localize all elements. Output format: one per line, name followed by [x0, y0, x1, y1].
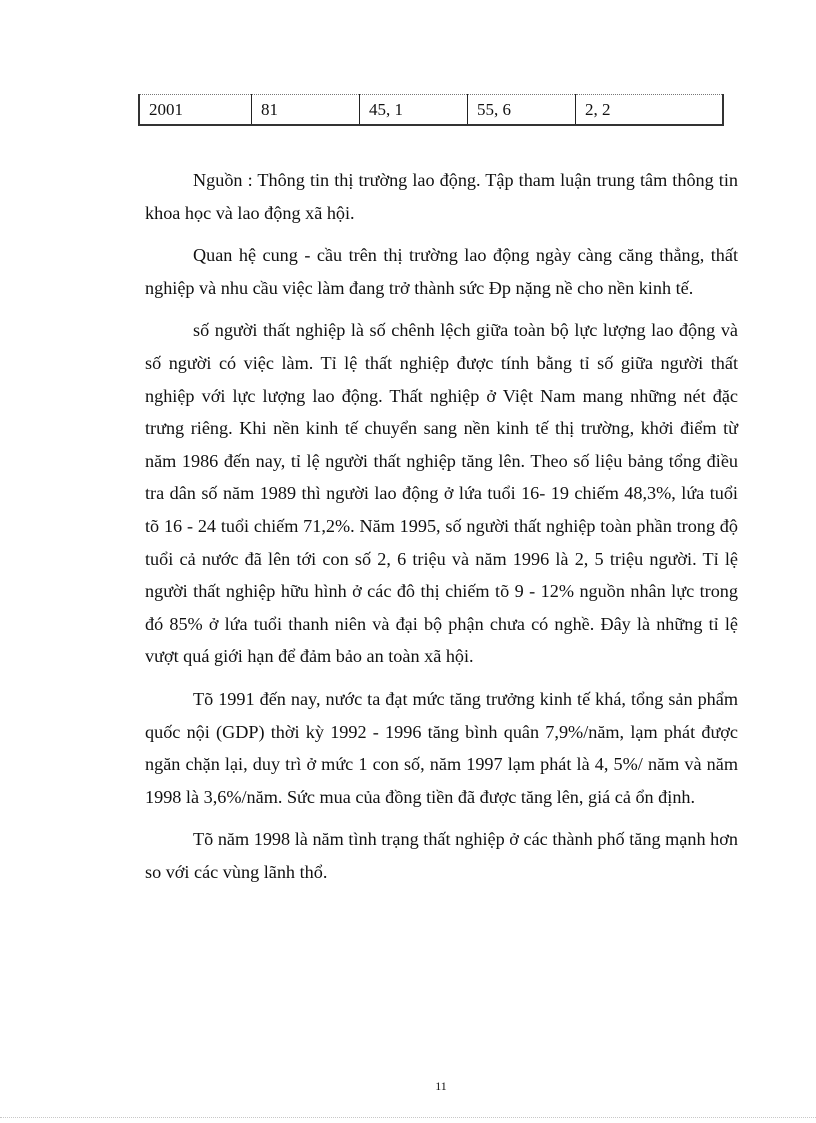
table-cell-year: 2001: [139, 95, 252, 126]
table-cell: 55, 6: [468, 95, 576, 126]
page-number: 11: [435, 1079, 447, 1093]
table-cell: 45, 1: [360, 95, 468, 126]
table-row: [139, 95, 723, 126]
source-note: Nguồn : Thông tin thị trường lao động. Tập tham luận trung tâm thông tin khoa học và lao động xã hội.: [145, 170, 738, 223]
paragraph: Tõ 1991 đến nay, nước ta đạt mức tăng trưởng kinh tế khá, tổng sản phẩm quốc nội (GDP) thời kỳ 1992 - 1996 tăng bình quân 7,9%/năm, lạm phát được ngăn chặn lại, duy trì ở mức 1 con số, năm 1997 lạm phát là 4, 5%/ năm và năm 1998 là 3,6%/năm. Sức mua của đồng tiền đã được tăng lên, giá cả ổn định.: [145, 688, 738, 807]
table-cell: 2, 2: [576, 95, 724, 126]
paragraph: số người thất nghiệp là số chênh lệch giữa toàn bộ lực lượng lao động và số người có việc làm. Tỉ lệ thất nghiệp được tính bằng tỉ số giữa người thất nghiệp với lực lượng lao động. Thất nghiệp ở Việt Nam mang những nét đặc trưng riêng. Khi nền kinh tế chuyển sang nền kinh tế thị trường, khởi điểm từ năm 1986 đến nay, tỉ lệ người thất nghiệp tăng lên. Theo số liệu bảng tổng điều tra dân số năm 1989 thì người lao động ở lứa tuổi 16- 19 chiếm 48,3%, lứa tuổi tõ 16 - 24 tuổi chiếm 71,2%. Năm 1995, số người thất nghiệp toàn phần trong độ tuổi cả nước đã lên tới con số 2, 6 triệu và năm 1996 là 2, 5 triệu người. Tỉ lệ người thất nghiệp hữu hình ở các đô thị chiếm tõ 9 - 12% nguồn nhân lực trong đó 85% ở lứa tuổi thanh niên và đại bộ phận chưa có nghề. Đây là những tỉ lệ vượt quá giới hạn để đảm bảo an toàn xã hội.: [145, 320, 738, 667]
paragraph: Quan hệ cung - cầu trên thị trường lao động ngày càng căng thẳng, thất nghiệp và nhu cầu việc làm đang trở thành sức Đp nặng nề cho nền kinh tế.: [145, 245, 738, 298]
paragraph: Tõ năm 1998 là năm tình trạng thất nghiệp ở các thành phố tăng mạnh hơn so với các vùng lãnh thổ.: [145, 829, 738, 882]
body-text: [145, 164, 738, 898]
statistics-table: [138, 94, 724, 126]
page-bottom-divider: [0, 1117, 816, 1118]
table-cell: 81: [252, 95, 360, 126]
